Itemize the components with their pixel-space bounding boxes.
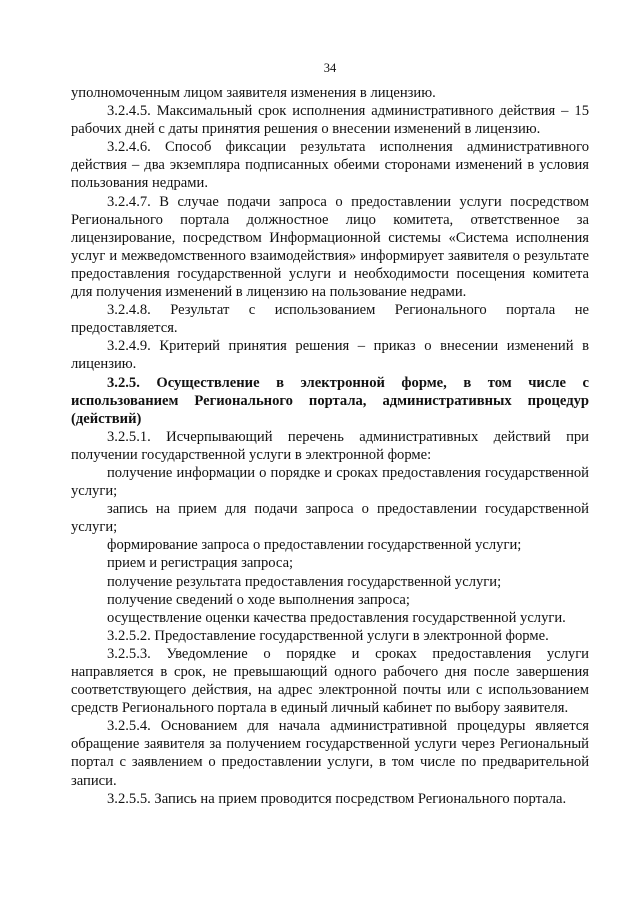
list-item: формирование запроса о предоставлении государственной услуги; (107, 537, 522, 554)
paragraph: 3.2.4.8. Результат с использованием Регионального портала не предоставляется. (71, 302, 589, 337)
list-item: прием и регистрация запроса; (107, 555, 294, 572)
list-item: получение результата предоставления государственной услуги; (107, 573, 502, 590)
list-item: осуществление оценки качества предоставления государственной услуги. (107, 609, 566, 626)
paragraph: 3.2.5.1. Исчерпывающий перечень административных действий при получении государственной услуги в электронной форме: (71, 428, 589, 463)
paragraph: 3.2.5.2. Предоставление государственной услуги в электронной форме. (107, 627, 549, 644)
page-number: 34 (323, 61, 337, 75)
paragraph: 3.2.4.9. Критерий принятия решения – приказ о внесении изменений в лицензию. (71, 338, 589, 373)
paragraph: 3.2.4.6. Способ фиксации результата исполнения административного действия – два экземпляра подписанных обеими сторонами изменений в условия пользования недрами. (71, 139, 589, 192)
paragraph: 3.2.5.3. Уведомление о порядке и сроках предоставления услуги направляется в срок, не превышающий одного рабочего дня после завершения соответствующего действия, на адрес электронной почты или с использованием средств Регионального портала в единый личный кабинет по выбору заявителя. (71, 645, 589, 717)
section-heading: 3.2.5. Осуществление в электронной форме, в том числе с использованием Регионального портала, административных процедур (действий) (71, 374, 589, 427)
list-item: получение сведений о ходе выполнения запроса; (107, 591, 410, 608)
document-body (71, 84, 589, 808)
list-item: получение информации о порядке и сроках предоставления государственной услуги; (71, 464, 589, 500)
paragraph: 3.2.5.4. Основанием для начала административной процедуры является обращение заявителя за получением государственной услуги через Региональный портал с заявлением о предоставлении услуги, в том числе по предварительной записи. (71, 718, 589, 789)
paragraph: уполномоченным лицом заявителя изменения в лицензию. (71, 85, 436, 101)
paragraph: 3.2.4.7. В случае подачи запроса о предоставлении услуги посредством Регионального портала должностное лицо комитета, ответственное за лицензирование, посредством Информационной системы «Система исполнения услуг и межведомственного взаимодействия» информирует заявителя о результате предоставления государственной услуги и необходимости посещения комитета для получения изменений в лицензию на пользование недрами. (71, 193, 589, 301)
list-item: запись на прием для подачи запроса о предоставлении государственной услуги; (71, 501, 589, 536)
paragraph: 3.2.4.5. Максимальный срок исполнения административного действия – 15 рабочих дней с даты принятия решения о внесении изменений в лицензию. (71, 103, 589, 138)
paragraph: 3.2.5.5. Запись на прием проводится посредством Регионального портала. (107, 790, 567, 807)
